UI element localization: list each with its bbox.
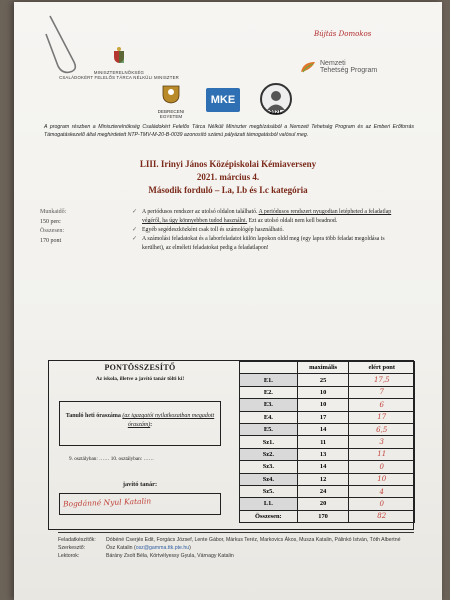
teacher-signature: Bogdánné Nyul Katalin: [62, 496, 152, 509]
instruction-item: ✓ Egyéb segédeszközként csak toll és számológép használható.: [132, 226, 402, 235]
sponsor-logos: [154, 82, 314, 118]
title-line2: 2021. március 4.: [196, 172, 260, 183]
debrecen-label2: EGYETEM: [159, 114, 183, 120]
task-label: E1.: [240, 374, 298, 386]
editor-email-link[interactable]: osz@gamma.ttk.pte.hu: [135, 545, 190, 552]
earned-points[interactable]: 11: [349, 448, 415, 460]
ntp-leaf-icon: [299, 60, 317, 74]
max-points: 13: [297, 448, 349, 460]
earned-points[interactable]: 0: [349, 461, 415, 473]
instructions-list: [132, 208, 402, 253]
grade-hours-line: 9. osztályban: …… 10. osztályban: ……: [69, 456, 154, 462]
handwritten-name: Bújtás Domokos: [314, 30, 372, 38]
competition-seal: [260, 83, 292, 115]
score-title: PONTÖSSZESÍTŐ: [104, 363, 176, 372]
earned-points[interactable]: 4: [349, 485, 415, 497]
earned-points[interactable]: 6: [349, 399, 415, 411]
max-points: 10: [297, 386, 349, 398]
competition-title: [14, 158, 442, 197]
earned-points[interactable]: 17,5: [349, 374, 415, 386]
max-points: 11: [297, 436, 349, 448]
table-row: [240, 374, 415, 386]
debrecen-label1: DEBRECENI: [157, 109, 185, 114]
worksheet-page: [14, 2, 442, 600]
table-row: [240, 386, 415, 398]
max-points: 170: [297, 510, 349, 522]
ministry-line2: CSALÁDOKÉRT FELELŐS TÁRCA NÉLKÜLI MINISZTER: [59, 75, 179, 80]
earned-points[interactable]: 82: [349, 510, 415, 522]
instruction-item: ✓ A periódusos rendszer az utolsó oldalon található. A periódusos rendszert nyugodtan letépheted a feladatlap végéről, ha úgy könnyebben tudod használni. Ezt az utolsó oldalt nem kell beadnod.: [132, 208, 402, 226]
ministry-logo: [54, 47, 184, 80]
task-label: E5.: [240, 423, 298, 435]
score-summary-box: [48, 360, 414, 530]
coat-of-arms-icon: [113, 47, 125, 63]
credits-row: Szerkesztő: Ősz Katalin (osz@gamma.ttk.pte.hu): [58, 545, 191, 552]
score-left-panel: [49, 361, 231, 529]
score-table: [239, 361, 415, 523]
table-row: [240, 510, 415, 522]
max-points: 14: [297, 461, 349, 473]
score-subtitle: Az iskola, illetve a javító tanár tölti ki!: [95, 376, 185, 382]
funding-notice: A program részben a Miniszterelnökség Családokért Felelős Tárca Nélküli Miniszter megbízásából a Nemzeti Tehetség Program és az Emberi Erőforrás Támogatáskezelő által meghirdetett NTP-TMV-M-20-B-0039 azonosító számú pályázati támogatásból valósul meg.: [44, 124, 414, 138]
task-label: Sz4.: [240, 473, 298, 485]
task-label: E2.: [240, 386, 298, 398]
table-row: [240, 399, 415, 411]
portrait-icon: [262, 85, 290, 113]
task-label: E4.: [240, 411, 298, 423]
task-label: Sz5.: [240, 485, 298, 497]
total-value: 170 pont: [40, 237, 62, 244]
title-line3: Második forduló – I.a, I.b és I.c kategória: [148, 185, 308, 196]
table-row: [240, 461, 415, 473]
ministry-line1: MINISZTERELNÖKSÉG: [93, 70, 145, 75]
task-label: Sz2.: [240, 448, 298, 460]
credits-row: Feladatkészítők: Dóbéné Cserjés Edit, Forgács József, Lente Gábor, Márkus Teréz, Markovics Ákos, Musza Katalin, Pálinkó István, Tóth Albertné: [58, 537, 401, 543]
teacher-label: javító tanár:: [122, 481, 158, 488]
ntp-line2: Tehetség Program: [320, 67, 378, 74]
earned-points[interactable]: 0: [349, 498, 415, 510]
task-label: Sz1.: [240, 436, 298, 448]
time-label: Munkaidő:: [40, 209, 67, 215]
table-row: [240, 423, 415, 435]
debrecen-logo: [154, 82, 188, 119]
max-points: 14: [297, 423, 349, 435]
total-label: Összesen:: [40, 228, 64, 235]
earned-points[interactable]: 10: [349, 473, 415, 485]
mke-logo: MKE: [206, 88, 240, 112]
earned-points[interactable]: 3: [349, 436, 415, 448]
table-header-score: elért pont: [349, 362, 415, 374]
credits-footer: [58, 532, 414, 560]
exam-info: [40, 208, 120, 246]
earned-points[interactable]: 6,5: [349, 423, 415, 435]
title-line1: LIII. Irinyi János Középiskolai Kémiaverseny: [139, 159, 317, 169]
table-row: [240, 411, 415, 423]
task-label: Összesen:: [240, 510, 298, 522]
table-header-max: maximális: [297, 362, 349, 374]
table-row: [240, 448, 415, 460]
instruction-item: ✓ A számolási feladatokat és a laborfeladatot külön lapokon oldd meg (egy lapra több feladat megoldása is kerülhet), az elméleti feladatokat pedig a feladatlapon!: [132, 235, 402, 253]
earned-points[interactable]: 17: [349, 411, 415, 423]
table-header-blank: [240, 362, 298, 374]
max-points: 24: [297, 485, 349, 497]
university-crest-icon: [160, 82, 182, 104]
seal-year: 2021.: [269, 110, 283, 116]
max-points: 20: [297, 498, 349, 510]
weekly-hours-label: Tanuló heti óraszáma (az igazgatói nyilatkozatban megadott óraszám):: [65, 413, 215, 428]
task-label: Sz3.: [240, 461, 298, 473]
table-row: [240, 473, 415, 485]
max-points: 10: [297, 399, 349, 411]
task-label: L1.: [240, 498, 298, 510]
table-row: [240, 498, 415, 510]
weekly-hours-field[interactable]: [59, 401, 221, 446]
credits-row: Lektorok: Bárány Zsolt Béla, Körtvélyessy Gyula, Várnagy Katalin: [58, 553, 234, 560]
task-label: E3.: [240, 399, 298, 411]
max-points: 12: [297, 473, 349, 485]
ntp-logo: [299, 60, 377, 74]
time-value: 150 perc: [40, 218, 61, 225]
ntp-line1: Nemzeti: [320, 60, 346, 67]
max-points: 17: [297, 411, 349, 423]
earned-points[interactable]: 7: [349, 386, 415, 398]
max-points: 25: [297, 374, 349, 386]
table-row: [240, 436, 415, 448]
table-row: [240, 485, 415, 497]
